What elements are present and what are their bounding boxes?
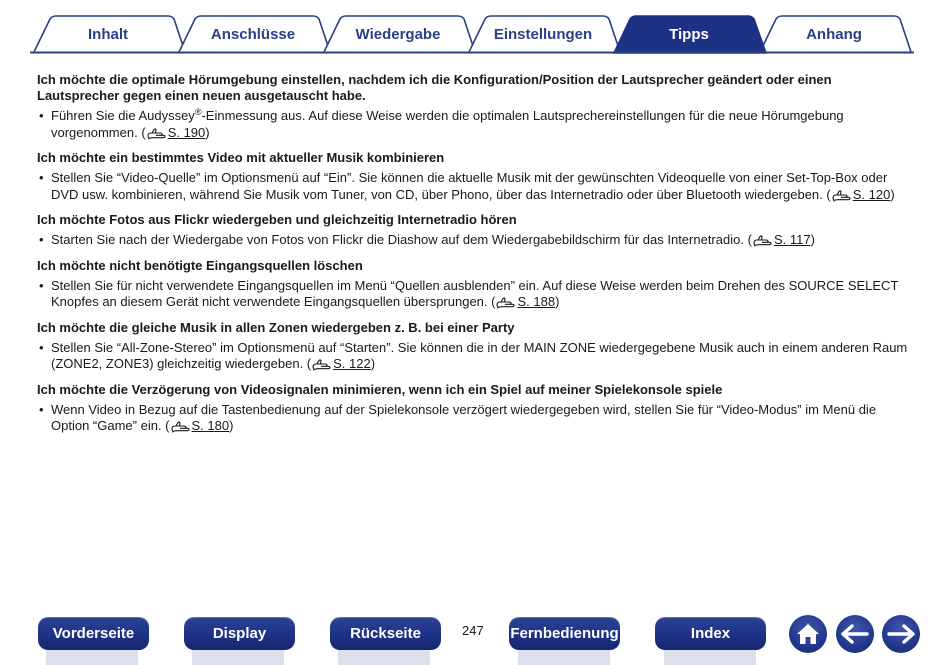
tip-section [37, 150, 917, 206]
back-arrow-icon [841, 624, 869, 644]
tip-text: Stellen Sie “All-Zone-Stereo” im Optionsmenü auf “Starten”. Sie können die in der MAIN ZONE wiedergegebene Musik auch in einem anderen Raum (ZONE2, ZONE3) gleichzeitig wiedergeben. [51, 339, 908, 371]
pointing-hand-icon [171, 421, 191, 438]
tip-text: -Einmessung aus. Auf diese Weise werden die optimalen Lautsprechereinstellungen für die neue Hörumgebung vorgenommen. [51, 108, 844, 140]
pointing-hand-icon [753, 235, 773, 252]
button-shadow [338, 650, 430, 665]
tip-section [37, 72, 917, 144]
tip-text: Stellen Sie “Video-Quelle” im Optionsmenü auf “Ein”. Sie können die aktuelle Musik mit der gewünschten Videoquelle von einer Set-Top-Box oder DVD usw. kombinieren, während Sie Musik vom Tuner, von CD, über Phono, über das Internetradio oder über Bluetooth wiedergeben. [51, 170, 888, 202]
tab-wiedergabe[interactable]: Wiedergabe [355, 26, 441, 43]
tip-heading: Ich möchte nicht benötigte Eingangsquellen löschen [37, 257, 363, 273]
fernbedienung-button[interactable]: Fernbedienung [509, 617, 620, 650]
tip-item [37, 108, 917, 144]
tip-heading: Ich möchte Fotos aus Flickr wiedergeben und gleichzeitig Internetradio hören [37, 212, 517, 227]
tip-text: Wenn Video in Bezug auf die Tastenbedienung auf der Spielekonsole verzögert wiedergegeben wird, stellen Sie für “Video-Modus” im Menü die Option “Game” ein. [51, 401, 877, 433]
rueckseite-button[interactable]: Rückseite [330, 617, 441, 650]
tip-item [37, 232, 917, 252]
button-shadow [192, 650, 284, 665]
page-reference: ( S. 188) [491, 294, 559, 309]
vorderseite-button[interactable]: Vorderseite [38, 617, 149, 650]
button-shadow [664, 650, 756, 665]
tip-text-before: Führen Sie die Audyssey [51, 108, 195, 123]
tip-section [37, 212, 917, 252]
button-shadow [46, 650, 138, 665]
page-link-117[interactable]: S. 117 [773, 232, 811, 247]
tip-item [37, 170, 917, 206]
tip-section [37, 382, 917, 438]
home-icon [795, 622, 821, 646]
tip-item [37, 340, 917, 376]
tab-einstellungen[interactable]: Einstellungen [493, 26, 593, 43]
button-shadow [518, 650, 610, 665]
bullet: • [39, 277, 44, 293]
bullet: • [39, 339, 44, 355]
page-link-190[interactable]: S. 190 [167, 124, 206, 140]
tip-heading: Ich möchte die Verzögerung von Videosignalen minimieren, wenn ich ein Spiel auf meiner Spielekonsole spiele [37, 381, 723, 397]
tab-anschluesse[interactable]: Anschlüsse [210, 26, 296, 43]
back-button[interactable] [836, 615, 874, 653]
display-button[interactable]: Display [184, 617, 295, 650]
page-reference: ( S. 180) [165, 418, 233, 433]
tab-inhalt[interactable]: Inhalt [88, 26, 128, 43]
tab-anhang[interactable]: Anhang [806, 26, 862, 43]
tip-item [37, 402, 917, 438]
bullet: • [39, 108, 44, 123]
pointing-hand-icon [496, 297, 516, 314]
page-number: 247 [462, 623, 484, 638]
page-reference: ( S. 190) [141, 125, 209, 140]
page-link-122[interactable]: S. 122 [333, 356, 371, 371]
tip-text: Starten Sie nach der Wiedergabe von Fotos von Flickr die Diashow auf dem Wiedergabebildschirm für das Internetradio. [51, 232, 744, 247]
pointing-hand-icon [147, 128, 167, 145]
page-link-180[interactable]: S. 180 [191, 418, 230, 433]
page-link-188[interactable]: S. 188 [517, 294, 556, 309]
home-button[interactable] [789, 615, 827, 653]
tip-text: Stellen Sie für nicht verwendete Eingangsquellen im Menü “Quellen ausblenden” ein. Auf diese Weise werden beim Drehen des SOURCE SELECT Knopfes an diesem Gerät nicht verwendete Eingangsquellen übersprungen. [51, 277, 899, 309]
bullet: • [39, 401, 44, 417]
page-link-120[interactable]: S. 120 [852, 186, 891, 202]
pointing-hand-icon [312, 359, 332, 376]
top-tab-bar [0, 0, 950, 56]
tip-heading: Ich möchte die gleiche Musik in allen Zonen wiedergeben z. B. bei einer Party [37, 319, 515, 335]
tip-heading: Ich möchte die optimale Hörumgebung einstellen, nachdem ich die Konfiguration/Position der Lautsprecher geändert oder einen Lautsprecher gegen einen neuen ausgetauscht habe. [37, 72, 832, 103]
tip-heading: Ich möchte ein bestimmtes Video mit aktueller Musik kombinieren [37, 150, 445, 165]
page-reference: ( S. 117) [748, 232, 815, 247]
bullet: • [39, 232, 44, 247]
tab-tipps[interactable]: Tipps [669, 26, 709, 43]
pointing-hand-icon [832, 190, 852, 207]
page-reference: ( S. 122) [307, 356, 375, 371]
tip-section [37, 258, 917, 314]
forward-button[interactable] [882, 615, 920, 653]
tip-item [37, 278, 917, 314]
forward-arrow-icon [887, 624, 915, 644]
index-button[interactable]: Index [655, 617, 766, 650]
tips-content [37, 72, 917, 444]
tip-section [37, 320, 917, 376]
registered-mark: ® [194, 107, 202, 117]
bullet: • [39, 170, 44, 185]
page-reference: ( S. 120) [826, 187, 894, 202]
